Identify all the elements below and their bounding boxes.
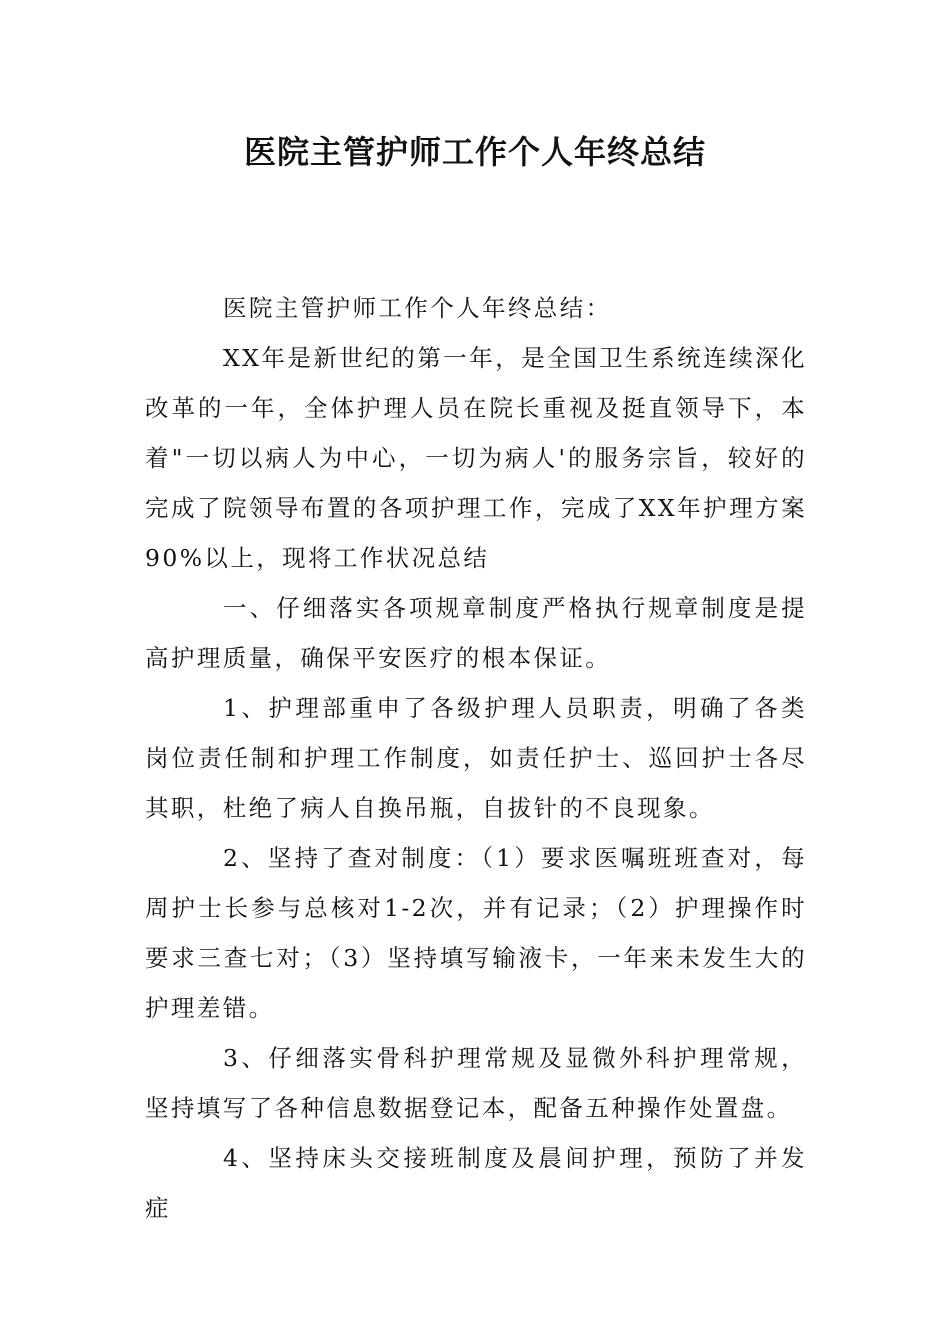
- document-title: 医院主管护师工作个人年终总结: [243, 133, 706, 171]
- paragraph-item-3: 3、仔细落实骨科护理常规及显微外科护理常规，坚持填写了各种信息数据登记本，配备五种操作处置盘。: [145, 1044, 807, 1122]
- paragraph-intro: XX年是新世纪的第一年，是全国卫生系统连续深化改革的一年，全体护理人员在院长重视及挺直领导下，本着"一切以病人为中心，一切为病人'的服务宗旨，较好的完成了院领导布置的各项护理工作，完成了XX年护理方案90%以上，现将工作状况总结: [145, 344, 807, 572]
- paragraph-section-one: 一、仔细落实各项规章制度严格执行规章制度是提高护理质量，确保平安医疗的根本保证。: [145, 594, 807, 672]
- paragraph-item-4: 4、坚持床头交接班制度及晨间护理，预防了并发症: [145, 1144, 807, 1222]
- paragraph-item-2: 2、坚持了查对制度：（1）要求医嘱班班查对，每周护士长参与总核对1-2次，并有记录；（2）护理操作时要求三查七对；（3）坚持填写输液卡，一年来未发生大的护理差错。: [145, 844, 807, 1022]
- document-body: [145, 283, 807, 1233]
- paragraph-item-1: 1、护理部重申了各级护理人员职责，明确了各类岗位责任制和护理工作制度，如责任护士、巡回护士各尽其职，杜绝了病人自换吊瓶，自拔针的不良现象。: [145, 694, 807, 822]
- paragraph-heading: 医院主管护师工作个人年终总结：: [223, 294, 612, 322]
